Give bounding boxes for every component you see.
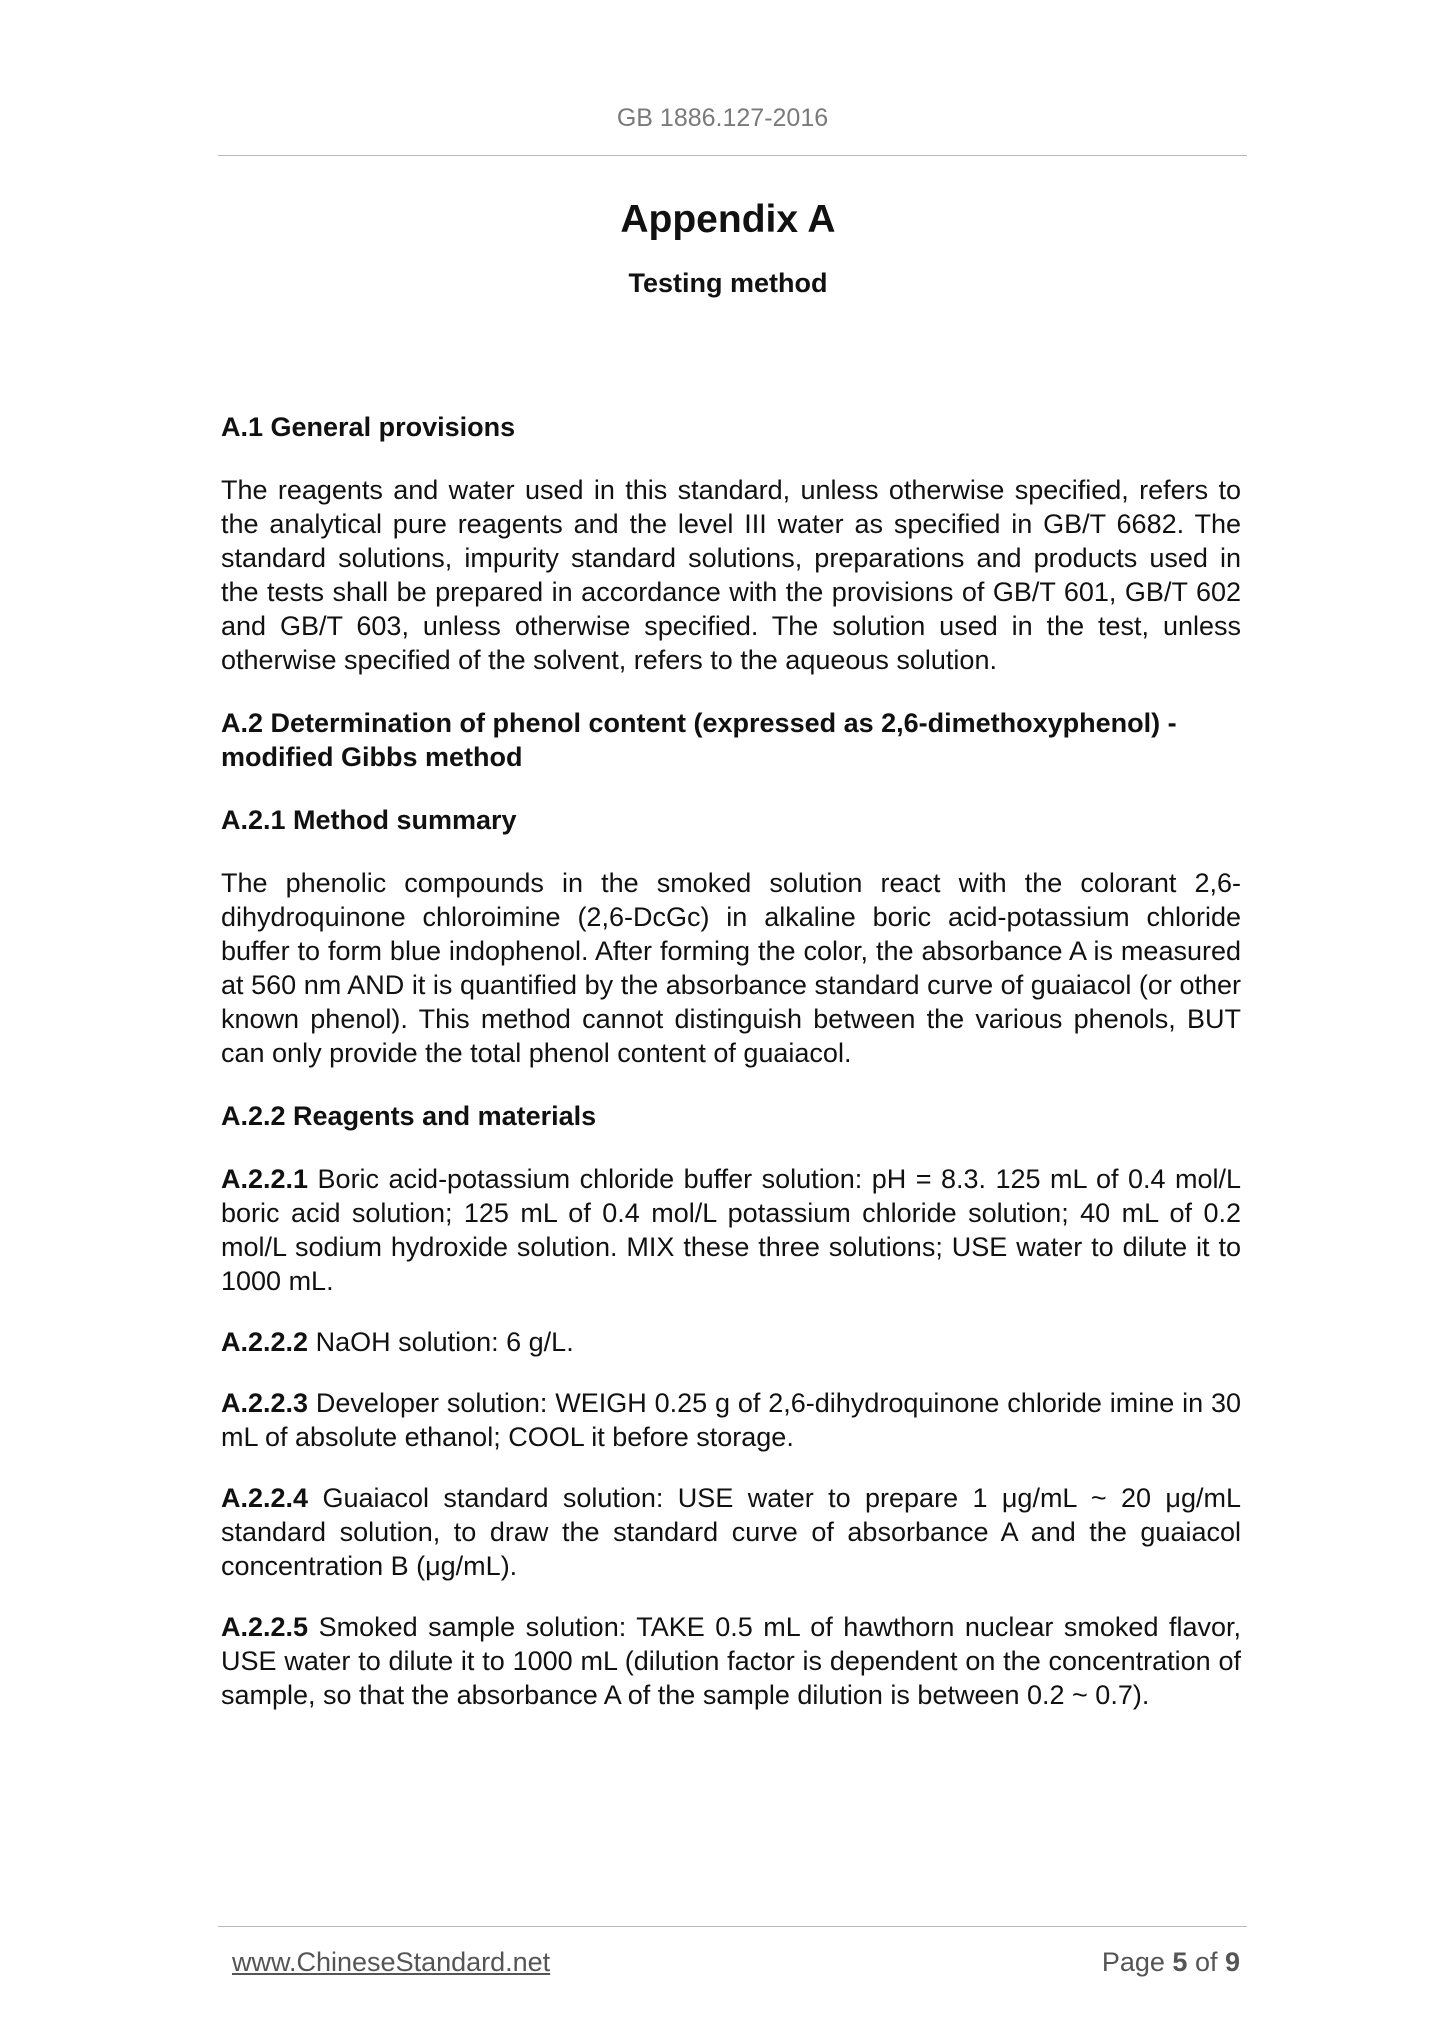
footer-divider bbox=[218, 1926, 1247, 1927]
reagent-item-text: Developer solution: WEIGH 0.25 g of 2,6-dihydroquinone chloride imine in 30 mL of absolute ethanol; COOL it before storage. bbox=[221, 1388, 1241, 1452]
reagent-item bbox=[221, 1481, 1241, 1583]
appendix-subtitle: Testing method bbox=[628, 268, 828, 298]
reagent-item-number: A.2.2.1 bbox=[221, 1164, 309, 1194]
website-link[interactable]: www.ChineseStandard.net bbox=[232, 1947, 551, 1977]
reagent-item bbox=[221, 1610, 1241, 1712]
section-text-a1: The reagents and water used in this standard, unless otherwise specified, refers to the analytical pure reagents and the level III water as specified in GB/T 6682. The standard solutions, impurity standard solutions, preparations and products used in the tests shall be prepared in accordance with the provisions of GB/T 601, GB/T 602 and GB/T 603, unless otherwise specified. The solution used in the test, unless otherwise specified of the solvent, refers to the aqueous solution. bbox=[221, 475, 1241, 675]
page-of: of bbox=[1187, 1947, 1225, 1977]
document-id-header: GB 1886.127-2016 bbox=[616, 104, 829, 132]
reagent-item-text: NaOH solution: 6 g/L. bbox=[308, 1327, 574, 1357]
header-divider bbox=[218, 155, 1247, 156]
page-total: 9 bbox=[1224, 1947, 1240, 1977]
section-heading-a2: A.2 Determination of phenol content (expressed as 2,6-dimethoxyphenol) - modified Gibbs method bbox=[221, 708, 1177, 772]
reagent-item-number: A.2.2.5 bbox=[221, 1612, 309, 1642]
section-heading-a1: A.1 General provisions bbox=[221, 412, 516, 442]
page-prefix: Page bbox=[1101, 1947, 1173, 1977]
section-heading-a21: A.2.1 Method summary bbox=[221, 805, 517, 835]
reagent-item bbox=[221, 1386, 1241, 1454]
reagent-item-number: A.2.2.4 bbox=[221, 1483, 309, 1513]
section-heading-a22: A.2.2 Reagents and materials bbox=[221, 1101, 597, 1131]
reagent-item-number: A.2.2.3 bbox=[221, 1388, 309, 1418]
page-current: 5 bbox=[1172, 1947, 1188, 1977]
reagent-item-text: Boric acid-potassium chloride buffer solution: pH = 8.3. 125 mL of 0.4 mol/L boric acid solution; 125 mL of 0.4 mol/L potassium chloride solution; 40 mL of 0.2 mol/L sodium hydroxide solution. MIX these three solutions; USE water to dilute it to 1000 mL. bbox=[221, 1164, 1241, 1296]
section-text-a21: The phenolic compounds in the smoked solution react with the colorant 2,6-dihydroquinone chloroimine (2,6-DcGc) in alkaline boric acid-potassium chloride buffer to form blue indophenol. After forming the color, the absorbance A is measured at 560 nm AND it is quantified by the absorbance standard curve of guaiacol (or other known phenol). This method cannot distinguish between the various phenols, BUT can only provide the total phenol content of guaiacol. bbox=[221, 868, 1241, 1068]
reagent-item-text: Guaiacol standard solution: USE water to prepare 1 μg/mL ~ 20 μg/mL standard solution, to draw the standard curve of absorbance A and the guaiacol concentration B (μg/mL). bbox=[221, 1483, 1241, 1581]
appendix-title: Appendix A bbox=[620, 198, 836, 241]
document-body bbox=[221, 410, 1241, 1712]
reagent-item bbox=[221, 1325, 1241, 1359]
page-number bbox=[1102, 1947, 1240, 1978]
reagent-item-text: Smoked sample solution: TAKE 0.5 mL of hawthorn nuclear smoked flavor, USE water to dilute it to 1000 mL (dilution factor is dependent on the concentration of sample, so that the absorbance A of the sample dilution is between 0.2 ~ 0.7). bbox=[221, 1612, 1241, 1710]
reagent-item-number: A.2.2.2 bbox=[221, 1327, 309, 1357]
reagent-item bbox=[221, 1162, 1241, 1298]
